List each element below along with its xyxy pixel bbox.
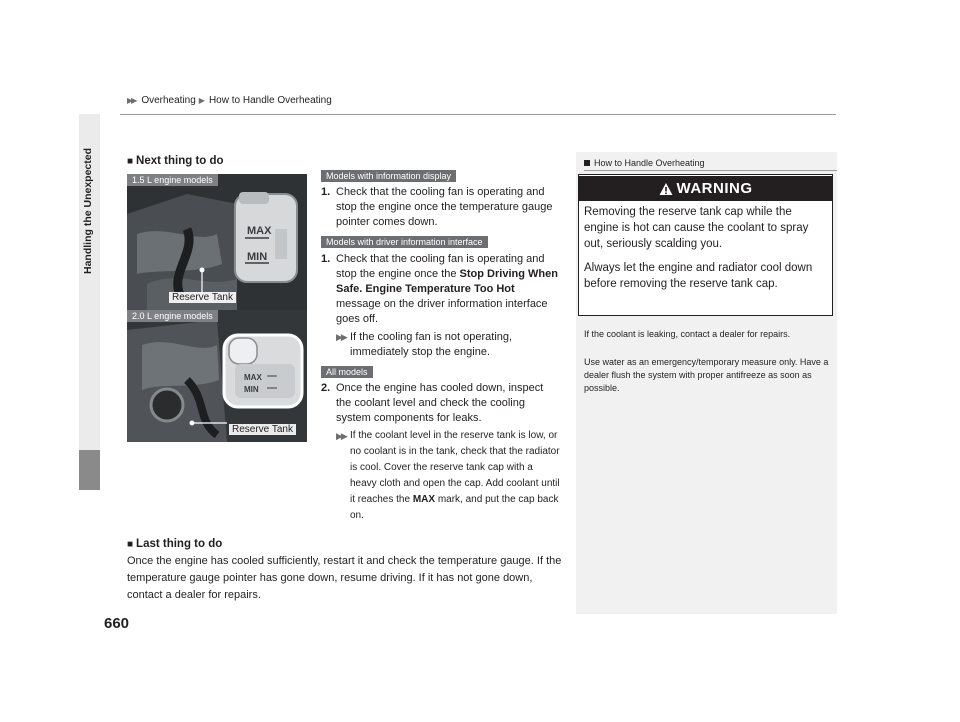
chapter-tab-marker[interactable] xyxy=(79,450,100,490)
badge-information-display: Models with information display xyxy=(321,170,456,182)
step-1-info-display xyxy=(321,185,561,230)
step-1-sub-note xyxy=(336,330,562,360)
warning-text-2: Always let the engine and radiator cool down before removing the reserve tank cap. xyxy=(584,262,813,290)
sidebar-note-1: If the coolant is leaking, contact a dealer for repairs. xyxy=(584,329,791,339)
step-text: Once the engine has cooled down, inspect the coolant level and check the cooling system components for leaks. xyxy=(336,382,544,424)
step-text: Check that the cooling fan is operating and stop the engine once the temperature gauge pointer comes down. xyxy=(336,186,553,228)
last-thing-body: Once the engine has cooled sufficiently, restart it and check the temperature gauge. If the temperature gauge pointer has gone down, resume driving. If it has not gone down, contact a dealer for repairs. xyxy=(127,555,562,601)
next-thing-heading xyxy=(127,155,224,167)
page-number: 660 xyxy=(104,615,130,632)
next-thing-heading-text: Next thing to do xyxy=(136,155,224,167)
square-bullet-icon: ■ xyxy=(127,539,134,550)
last-thing-heading xyxy=(127,538,222,550)
engine-illustration-1-5l xyxy=(127,174,307,311)
sidebar-rule xyxy=(584,170,837,171)
step-number: 1. xyxy=(321,253,331,265)
step-2 xyxy=(321,381,561,426)
sub-arrow-icon: ▶▶ xyxy=(336,431,346,441)
sidebar-heading-icon xyxy=(584,160,590,166)
badge-driver-information-interface: Models with driver information interface xyxy=(321,236,488,248)
sidebar-heading-text: How to Handle Overheating xyxy=(594,158,705,168)
warning-title: WARNING xyxy=(676,180,753,197)
engine-photo-2-0l xyxy=(127,310,307,442)
step-1-driver-interface xyxy=(321,252,561,327)
header-rule xyxy=(120,114,836,115)
svg-text:MAX: MAX xyxy=(244,373,262,382)
reserve-tank-callout-2: Reserve Tank xyxy=(229,424,296,435)
last-thing-heading-text: Last thing to do xyxy=(136,538,223,550)
square-bullet-icon: ■ xyxy=(127,156,134,167)
svg-text:MAX: MAX xyxy=(247,225,272,237)
warning-text-1: Removing the reserve tank cap while the engine is hot can cause the coolant to spray out, seriously scalding you. xyxy=(584,206,809,250)
svg-text:MIN: MIN xyxy=(247,251,268,263)
engine-photo-1-5l xyxy=(127,174,307,311)
step-number: 1. xyxy=(321,186,331,198)
arrow-icon: ▶ xyxy=(198,96,203,105)
engine-illustration-2-0l xyxy=(127,310,307,442)
engine-label-2-0l: 2.0 L engine models xyxy=(127,310,218,322)
breadcrumb xyxy=(127,95,332,106)
badge-all-models: All models xyxy=(321,366,373,378)
chapter-label: Handling the Unexpected xyxy=(82,148,94,275)
svg-text:MIN: MIN xyxy=(244,385,259,394)
reserve-tank-callout-1: Reserve Tank xyxy=(169,292,236,303)
warning-header xyxy=(578,176,833,201)
step-text: Check that the cooling fan is operating and stop the engine once the Stop Driving When Safe. Engine Temperature Too Hot message on the driver information interface goes off. xyxy=(336,253,558,325)
warning-triangle-icon xyxy=(659,182,673,196)
sub-note-text: If the coolant level in the reserve tank is low, or no coolant is in the tank, check that the radiator is cool. Cover the reserve tank cap with a heavy cloth and open the cap. Add coolant until it reaches the MAX mark, and put the cap back on. xyxy=(350,430,560,521)
breadcrumb-item-how-to-handle[interactable]: How to Handle Overheating xyxy=(208,95,332,106)
step-number: 2. xyxy=(321,382,331,394)
step-2-sub-note xyxy=(336,428,562,524)
sub-note-text: If the cooling fan is not operating, immediately stop the engine. xyxy=(350,331,513,358)
sidebar-heading xyxy=(584,158,705,168)
engine-label-1-5l: 1.5 L engine models xyxy=(127,174,218,186)
sidebar-note-2: Use water as an emergency/temporary measure only. Have a dealer flush the system with proper antifreeze as soon as possible. xyxy=(584,357,829,393)
double-arrow-icon: ▶▶ xyxy=(127,96,136,105)
breadcrumb-item-overheating[interactable]: Overheating xyxy=(141,95,196,106)
sub-arrow-icon: ▶▶ xyxy=(336,332,346,342)
